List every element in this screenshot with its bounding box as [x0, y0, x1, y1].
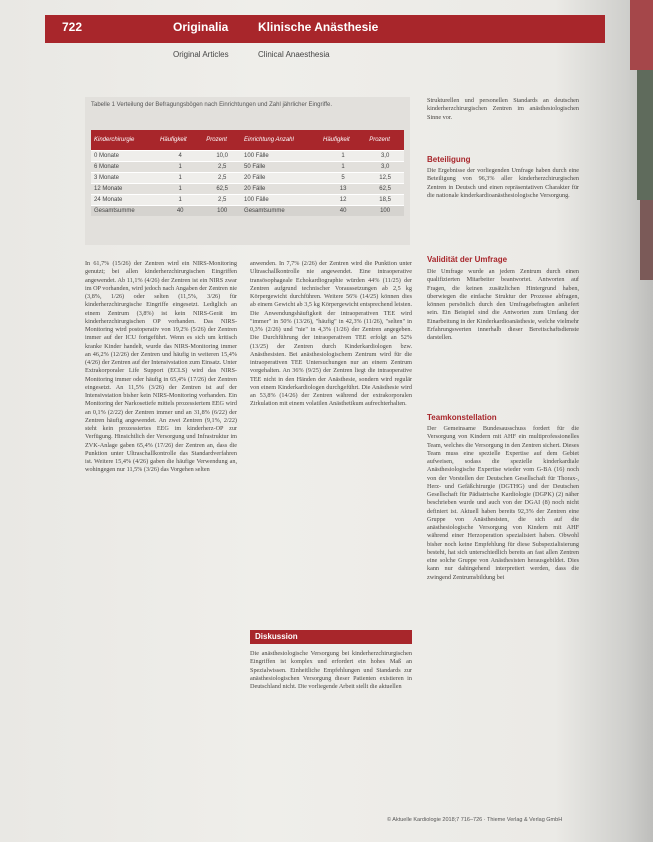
table-cell: 12 Monate: [91, 184, 157, 195]
section-heading: Validität der Umfrage: [427, 255, 508, 264]
table-cell: 1: [157, 162, 203, 173]
data-table: [91, 130, 404, 216]
table-cell: 100: [366, 206, 404, 217]
table-header: Häufigkeit: [320, 130, 366, 151]
table-cell: 24 Monate: [91, 195, 157, 206]
table-cell: 1: [157, 184, 203, 195]
edge-tab: [637, 70, 653, 200]
table-cell: 100: [203, 206, 241, 217]
table-cell: 5: [320, 173, 366, 184]
table-row: [91, 184, 404, 195]
table-cell: 13: [320, 184, 366, 195]
table-cell: 1: [157, 195, 203, 206]
table-cell: 62,5: [203, 184, 241, 195]
table-caption: Tabelle 1 Verteilung der Befragungsbögen nach Einrichtungen und Zahl jährlicher Eingriffe.: [91, 102, 333, 108]
column-2-text: anwenden. In 7,7% (2/26) der Zentren wird die Punktion unter Ultraschallkontrolle nie angewendet. Eine intraoperative transösophageale Echokardiographie würden 44% (11/25) der Zentren aufgrund technischer Voraussetzungen ab 2,5 kg Körpergewicht durchführen. Weitere 56% (14/25) können dies ab einem Gewicht ab 3,5 kg Körpergewicht entsprechend leisten. Die Anwendungshäufigkeit der intraoperativen TEE wird "immer" in 50% (13/26), "häufig" in 42,3% (11/26), "selten" in 0,3% (2/26) und "nie" in 4,3% (1/26) der Zentren angegeben. Die Durchführung der intraoperativen TEE erfolgt an 52% (13/25) der Zentren durch Kinderkardiologen bzw. Anästhesisten. Bei anästhesiologischem Zentrum wird für die intraoperativen TEE Untersuchungen nur an einem Zentrum vorgehalten. An 36% (9/25) der Zentren liegt die intraoperative TEE nicht in den Händen der Anästhesie, sondern wird regulär von einem Kinderkardiologen durchgeführt. Die Anästhesie wird an 53,8% (14/26) der Zentren während der extrakorporalen Zirkulation mit einem volatilen Anästhetikum aufrechterhalten.: [250, 260, 412, 408]
section-heading: Teamkonstellation: [427, 413, 497, 422]
table-cell: 2,5: [203, 173, 241, 184]
table-header-row: [91, 130, 404, 151]
section-text: Die Umfrage wurde an jedem Zentrum durch einen qualifizierten Mitarbeiter beantwortet. Antworten auf Fragen, die keinen zusätzlichen Hintergrund haben, überwiegen die einfache Struktur der Prozesse abfragen, können persönlich durch den Umfragebefragten anliefert sein. Ein Beispiel sind die Antworten zum Umfang der Einarbeitung in der Kinderkardioanästhesie, welche vielmehr Erfahrungswerten innerhalb dieser Bereitschaftsdienste darstellen.: [427, 268, 579, 341]
discussion-heading: Diskussion: [255, 632, 298, 641]
table-cell: Gesamtsumme: [91, 206, 157, 217]
table-cell: 40: [157, 206, 203, 217]
table-cell: 3 Monate: [91, 173, 157, 184]
table-row: [91, 206, 404, 217]
section-text: Die Ergebnisse der vorliegenden Umfrage haben durch eine Beteiligung von 96,3% aller kinderherzchirurgischen Zentren in Deutsch und einen repräsentativen Charakter für die nationale kinderkardioanästhesiologische Versorgung.: [427, 167, 579, 199]
table-row: [91, 151, 404, 162]
table-header: Häufigkeit: [157, 130, 203, 151]
table-cell: 20 Fälle: [241, 184, 320, 195]
table-row: [91, 162, 404, 173]
table-cell: 100 Fälle: [241, 151, 320, 162]
rubric: Originalia: [173, 20, 229, 34]
page-title: Klinische Anästhesie: [258, 20, 379, 34]
discussion-text: Die anästhesiologische Versorgung bei kinderherzchirurgischen Eingriffen ist komplex und erfordert ein hohes Maß an Spezialwissen. Einheitliche Empfehlungen und Standards zur anästhesiologischen Versorgung dieser Patienten existieren in Deutschland nicht. Die vorliegende Arbeit stellt die aktuellen: [250, 650, 412, 690]
edge-tab: [630, 0, 653, 70]
edge-tab: [640, 200, 653, 280]
table-cell: 50 Fälle: [241, 162, 320, 173]
table-cell: 40: [320, 206, 366, 217]
column-3-intro: Strukturellen und personellen Standards an deutschen kinderherzchirurgischen Zentren im anästhesiologischen Sinne vor.: [427, 97, 579, 121]
title-en: Clinical Anaesthesia: [258, 50, 330, 59]
table-cell: 4: [157, 151, 203, 162]
page-number: 722: [62, 20, 83, 34]
column-1-text: In 61,7% (15/26) der Zentren wird ein NIRS-Monitoring genutzt; bei allen kinderherzchirurgischen Eingriffen angewendet. Ab 11,1% (4/26) der Zentren ist ein NIRS zwar im OP vorhanden, wird jedoch nach Angaben der Zentren nie (3,8%, 1/26) oder selten (11,5%, 3/26) für kinderherzchirurgische Eingriffe eingesetzt. Lediglich an einem Zentrum (3,8%) ist kein NIRS-Gerät im kinderherzchirurgischen OP vorhanden. Das NIRS-Monitoring wird postoperativ von 19,2% (5/26) der Zentren immer auf der ICU fortgeführt. Wenn es sich um kritisch kranke Kinder handelt, wurde das NIRS-Monitoring immer an 46,2% (12/26) der Zentren und häufig in weiteren 15,4% (4/26) der Zentren auf der Intensivstation zum Einsatz. Unter Extrakorporaler Life Support (ECLS) wird das NIRS-Monitoring immer oder häufig in 65,4% (17/26) der Zentren eingesetzt. An 11,5% (3/26) der Zentren ist auf der Intensivstation bisher kein NIRS-Monitoring vorhanden. Ein Monitoring der Narkosetiefe mittels prozessiertem EEG wird an 0,1% (2/22) der Zentren immer und an 31,8% (6/22) der Zentren häufig angewendet. An zwei Zentren (9,1%, 2/22) steht kein prozessiertes EEG im kinderherz-OP zur Verfügung. Hinsichtlich der Versorgung und Infrastruktur im ZVK-Anlage gaben 65,4% (17/26) der Zentren an, dass die Punktion unter Ultraschallkontrolle das Standardverfahren ist. Weitere 15,4% (4/26) gaben die häufige Verwendung an, wohingegen nur 11,5% (3/26) das Vorgehen selten: [85, 260, 238, 474]
table-cell: 1: [320, 151, 366, 162]
table-cell: 12: [320, 195, 366, 206]
table-cell: 12,5: [366, 173, 404, 184]
table-cell: 1: [157, 173, 203, 184]
table-cell: 10,0: [203, 151, 241, 162]
table-row: [91, 195, 404, 206]
section-text: Der Gemeinsame Bundesausschuss fordert für die Versorgung von Kindern mit AHF ein multiprofessionelles Team, welches die Versorgung in den Zentren sichert. Dieses Team muss eine spezielle Expertise auf dem Gebiet aufweisen, sodass die spezielle kinderkardiale Anästhesiologische Expertise wieder vom G-BA (16) noch von der Vorstellen der Deutschen Gesellschaft für Thorax-, Herz- und Gefäßchirurgie (DGTHG) und der Deutschen Gesellschaft für Pädiatrische Kardiologie (DGPK) (2) näher beschrieben wurde und auch von der DGAI (8) noch nicht definiert ist. Aktuell haben bereits 92,3% der Zentren eine Gruppe von Anästhesisten, die sich auf die anästhesiologische Versorgung von Kindern mit AHF während einer Herzoperation spezialisiert haben. Obwohl bisher noch keine Empfehlung für diese Subspezialisierung besteht, hat sich unterschiedlich bereits an fast allen Zentren eine solche Gruppe von Anästhesisten herausgebildet. Dies kann nur dahingehend interpretiert werden, dass die zwingend Zentrumsbildung bei: [427, 425, 579, 581]
table-row: [91, 173, 404, 184]
table-cell: 0 Monate: [91, 151, 157, 162]
table-header: Prozent: [203, 130, 241, 151]
table-cell: 3,0: [366, 151, 404, 162]
table-cell: 62,5: [366, 184, 404, 195]
table-cell: 3,0: [366, 162, 404, 173]
table-cell: 100 Fälle: [241, 195, 320, 206]
table-cell: Gesamtsumme: [241, 206, 320, 217]
table-cell: 6 Monate: [91, 162, 157, 173]
table-header: Kinderchirurgie: [91, 130, 157, 151]
table-cell: 2,5: [203, 195, 241, 206]
section-heading: Beteiligung: [427, 155, 471, 164]
rubric-en: Original Articles: [173, 50, 229, 59]
table-header: Einrichtung Anzahl: [241, 130, 320, 151]
footer-citation: © Aktuelle Kardiologie 2018;7 716–726 · Thieme Verlag & Verlag GmbH: [387, 817, 563, 823]
table-1: [85, 97, 410, 245]
table-cell: 2,5: [203, 162, 241, 173]
table-cell: 18,5: [366, 195, 404, 206]
table-header: Prozent: [366, 130, 404, 151]
table-cell: 20 Fälle: [241, 173, 320, 184]
table-cell: 1: [320, 162, 366, 173]
